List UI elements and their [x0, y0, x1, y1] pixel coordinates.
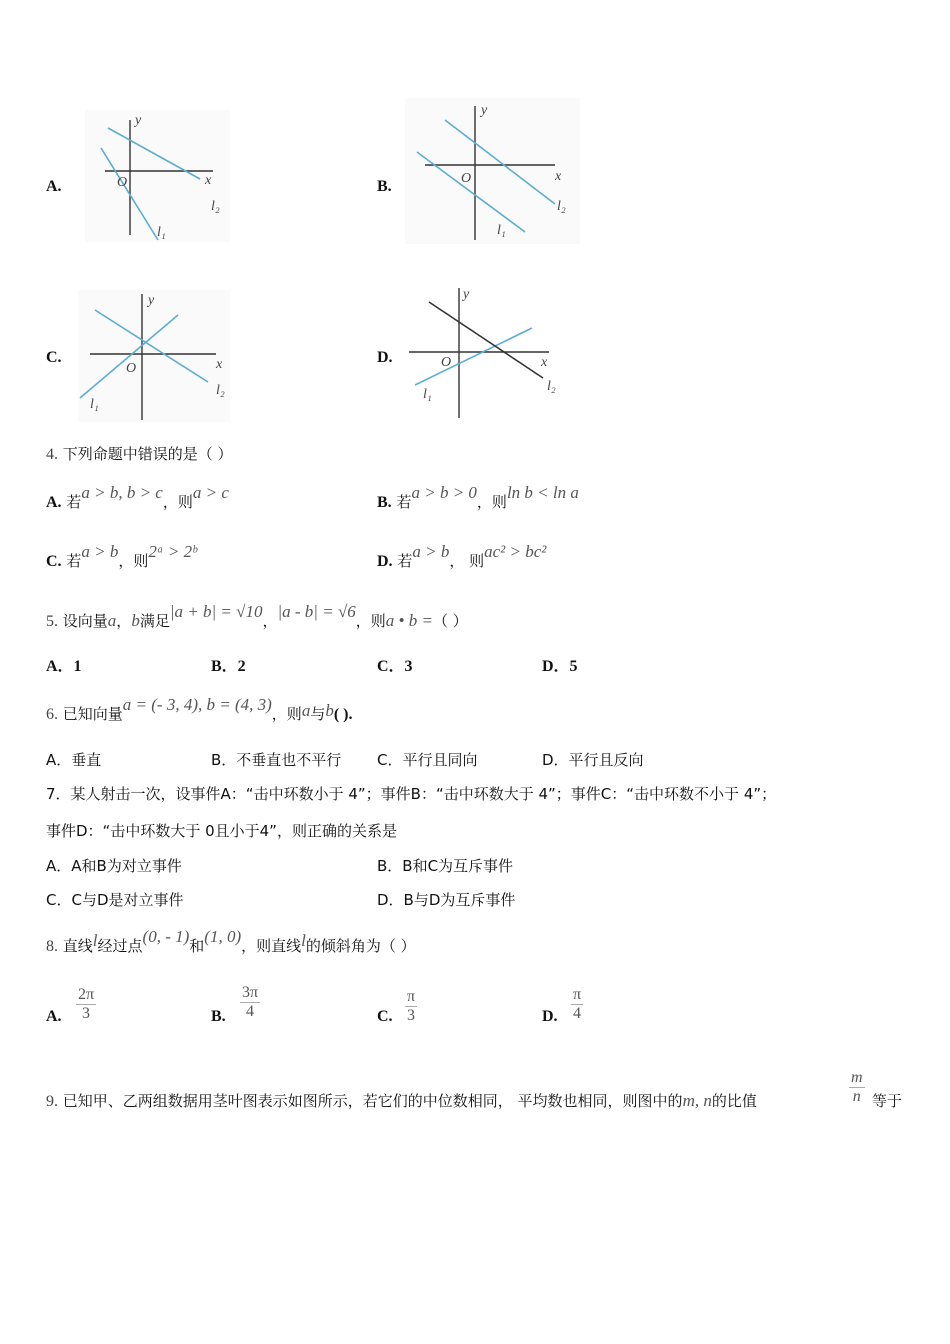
fraction	[405, 988, 417, 1025]
svg-text:l₁: l₁	[497, 223, 506, 238]
question-text: 下列命题中错误的是（ ）	[62, 445, 233, 463]
option-label: B.	[211, 1008, 226, 1025]
option-label: A.	[46, 494, 62, 511]
svg-text:l₂: l₂	[547, 379, 556, 394]
text: ，则	[476, 493, 507, 511]
fraction	[240, 984, 260, 1021]
graph-b	[405, 98, 580, 244]
numerator: π	[407, 988, 416, 1005]
option: A．垂直	[46, 751, 102, 769]
question-7-stem: 7．某人射击一次，设事件A：“击中环数小于 4”；事件B：“击中环数大于 4”；事件C：“击中环数不小于 4”；	[46, 785, 777, 803]
svg-text:O: O	[117, 175, 128, 190]
text: 已知甲、乙两组数据用茎叶图表示如图所示，若它们的中位数相同， 平均数也相同，则图中的	[62, 1092, 683, 1110]
option-label: A.	[46, 178, 62, 195]
svg-text:y: y	[481, 103, 488, 118]
math: a > b, b > c	[81, 483, 163, 502]
math: ln b < ln a	[506, 483, 579, 502]
text: 若	[66, 493, 82, 511]
svg-text:x: x	[541, 355, 548, 370]
math: a > b	[81, 542, 119, 561]
math: a	[107, 611, 117, 630]
option-label: B.	[377, 178, 392, 195]
numerator: π	[573, 986, 582, 1003]
numerator: m	[851, 1069, 863, 1086]
text: ( ).	[333, 706, 353, 723]
option-label: A.	[46, 1008, 62, 1025]
text: 等于	[872, 1092, 903, 1110]
option-label: B.	[377, 494, 392, 511]
text: 若	[66, 552, 82, 570]
svg-text:x: x	[555, 169, 562, 184]
text: 的倾斜角为（ ）	[305, 937, 416, 955]
text: 直线	[62, 937, 93, 955]
question-7-stem-cont: 事件D：“击中环数大于 0且小于4”，则正确的关系是	[46, 822, 397, 840]
question-number: 5.	[46, 613, 58, 630]
option: D．B与D为互斥事件	[377, 891, 516, 909]
text: ，则	[118, 552, 149, 570]
option: A．1	[46, 658, 82, 675]
text: 若	[397, 552, 413, 570]
text: （ ）	[432, 612, 468, 630]
question-8-stem	[46, 927, 416, 957]
denominator: 3	[407, 1007, 416, 1024]
question-number: 8.	[46, 938, 58, 955]
graph-d	[405, 282, 565, 422]
svg-text:O: O	[461, 171, 472, 186]
option: B．B和C为互斥事件	[377, 857, 514, 875]
option-label: C.	[46, 349, 62, 366]
math: a	[301, 701, 311, 720]
denominator: 4	[246, 1003, 255, 1020]
math: m, n	[682, 1091, 712, 1110]
svg-text:l₂: l₂	[216, 383, 225, 398]
option: B．不垂直也不平行	[211, 751, 342, 769]
svg-text:l₂: l₂	[557, 199, 566, 214]
math: b	[131, 611, 140, 630]
math: a > c	[192, 483, 229, 502]
denominator: 3	[82, 1005, 91, 1022]
option-label: C.	[46, 553, 62, 570]
option: C．3	[377, 658, 413, 675]
math: b	[325, 701, 334, 720]
q4-option-c	[46, 542, 197, 572]
math: a > b	[412, 542, 450, 561]
question-number: 9.	[46, 1093, 58, 1110]
math: ac² > bc²	[484, 542, 547, 561]
text: ， 则	[449, 552, 485, 570]
text: 的比值	[711, 1092, 757, 1110]
option-label: D.	[377, 349, 393, 366]
math: 2ᵃ > 2ᵇ	[148, 542, 197, 561]
text: 若	[396, 493, 412, 511]
svg-text:l₁: l₁	[157, 225, 166, 240]
fraction	[849, 1069, 865, 1106]
math: a • b =	[385, 611, 433, 630]
svg-text:x: x	[205, 173, 212, 188]
question-9-stem	[46, 1091, 757, 1112]
denominator: 4	[573, 1005, 582, 1022]
option: A．A和B为对立事件	[46, 857, 182, 875]
svg-text:y: y	[135, 113, 142, 128]
text: 已知向量	[62, 705, 123, 723]
svg-text:O: O	[441, 355, 452, 370]
graph-c	[78, 290, 230, 422]
option: D．5	[542, 658, 578, 675]
q4-option-d	[377, 542, 547, 572]
option: D．平行且反向	[542, 751, 644, 769]
graph-a	[85, 110, 230, 242]
text: ，则	[355, 612, 386, 630]
math: (1, 0)	[204, 927, 242, 946]
math: (0, - 1)	[142, 927, 190, 946]
math: a > b > 0	[411, 483, 477, 502]
text: 经过点	[97, 937, 143, 955]
text: 与	[310, 705, 326, 723]
math: l	[301, 931, 306, 950]
numerator: 2π	[78, 986, 95, 1003]
option-label: D.	[542, 1008, 558, 1025]
text: ，则	[271, 705, 302, 723]
text: ，则直线	[241, 937, 302, 955]
option-label: D.	[377, 553, 393, 570]
math: |a + b| = √10	[169, 602, 263, 621]
q4-option-a	[46, 483, 229, 513]
text: 满足	[139, 612, 170, 630]
question-4-stem	[46, 444, 233, 465]
question-6-stem	[46, 695, 353, 725]
option: C．平行且同向	[377, 751, 478, 769]
svg-text:y: y	[148, 293, 155, 308]
text: 和	[189, 937, 205, 955]
option: C．C与D是对立事件	[46, 891, 184, 909]
text: ，则	[162, 493, 193, 511]
question-5-stem	[46, 602, 468, 632]
option: B．2	[211, 658, 246, 675]
svg-text:O: O	[126, 361, 137, 376]
svg-text:l₁: l₁	[90, 397, 99, 412]
svg-text:l₁: l₁	[423, 387, 432, 402]
fraction	[571, 986, 583, 1023]
denominator: n	[852, 1088, 861, 1105]
svg-text:l₂: l₂	[211, 199, 220, 214]
q4-option-b	[377, 483, 579, 513]
svg-text:y: y	[463, 287, 470, 302]
text: 设向量	[62, 612, 108, 630]
option-label: C.	[377, 1008, 393, 1025]
svg-text:x: x	[216, 357, 223, 372]
math: a = (- 3, 4), b = (4, 3)	[122, 695, 272, 714]
fraction	[76, 986, 96, 1023]
question-number: 6.	[46, 706, 58, 723]
math: |a - b| = √6	[277, 602, 356, 621]
math: l	[92, 931, 98, 950]
question-number: 4.	[46, 446, 58, 463]
text: ，	[262, 612, 278, 630]
numerator: 3π	[242, 984, 259, 1001]
text: ，	[116, 612, 132, 630]
